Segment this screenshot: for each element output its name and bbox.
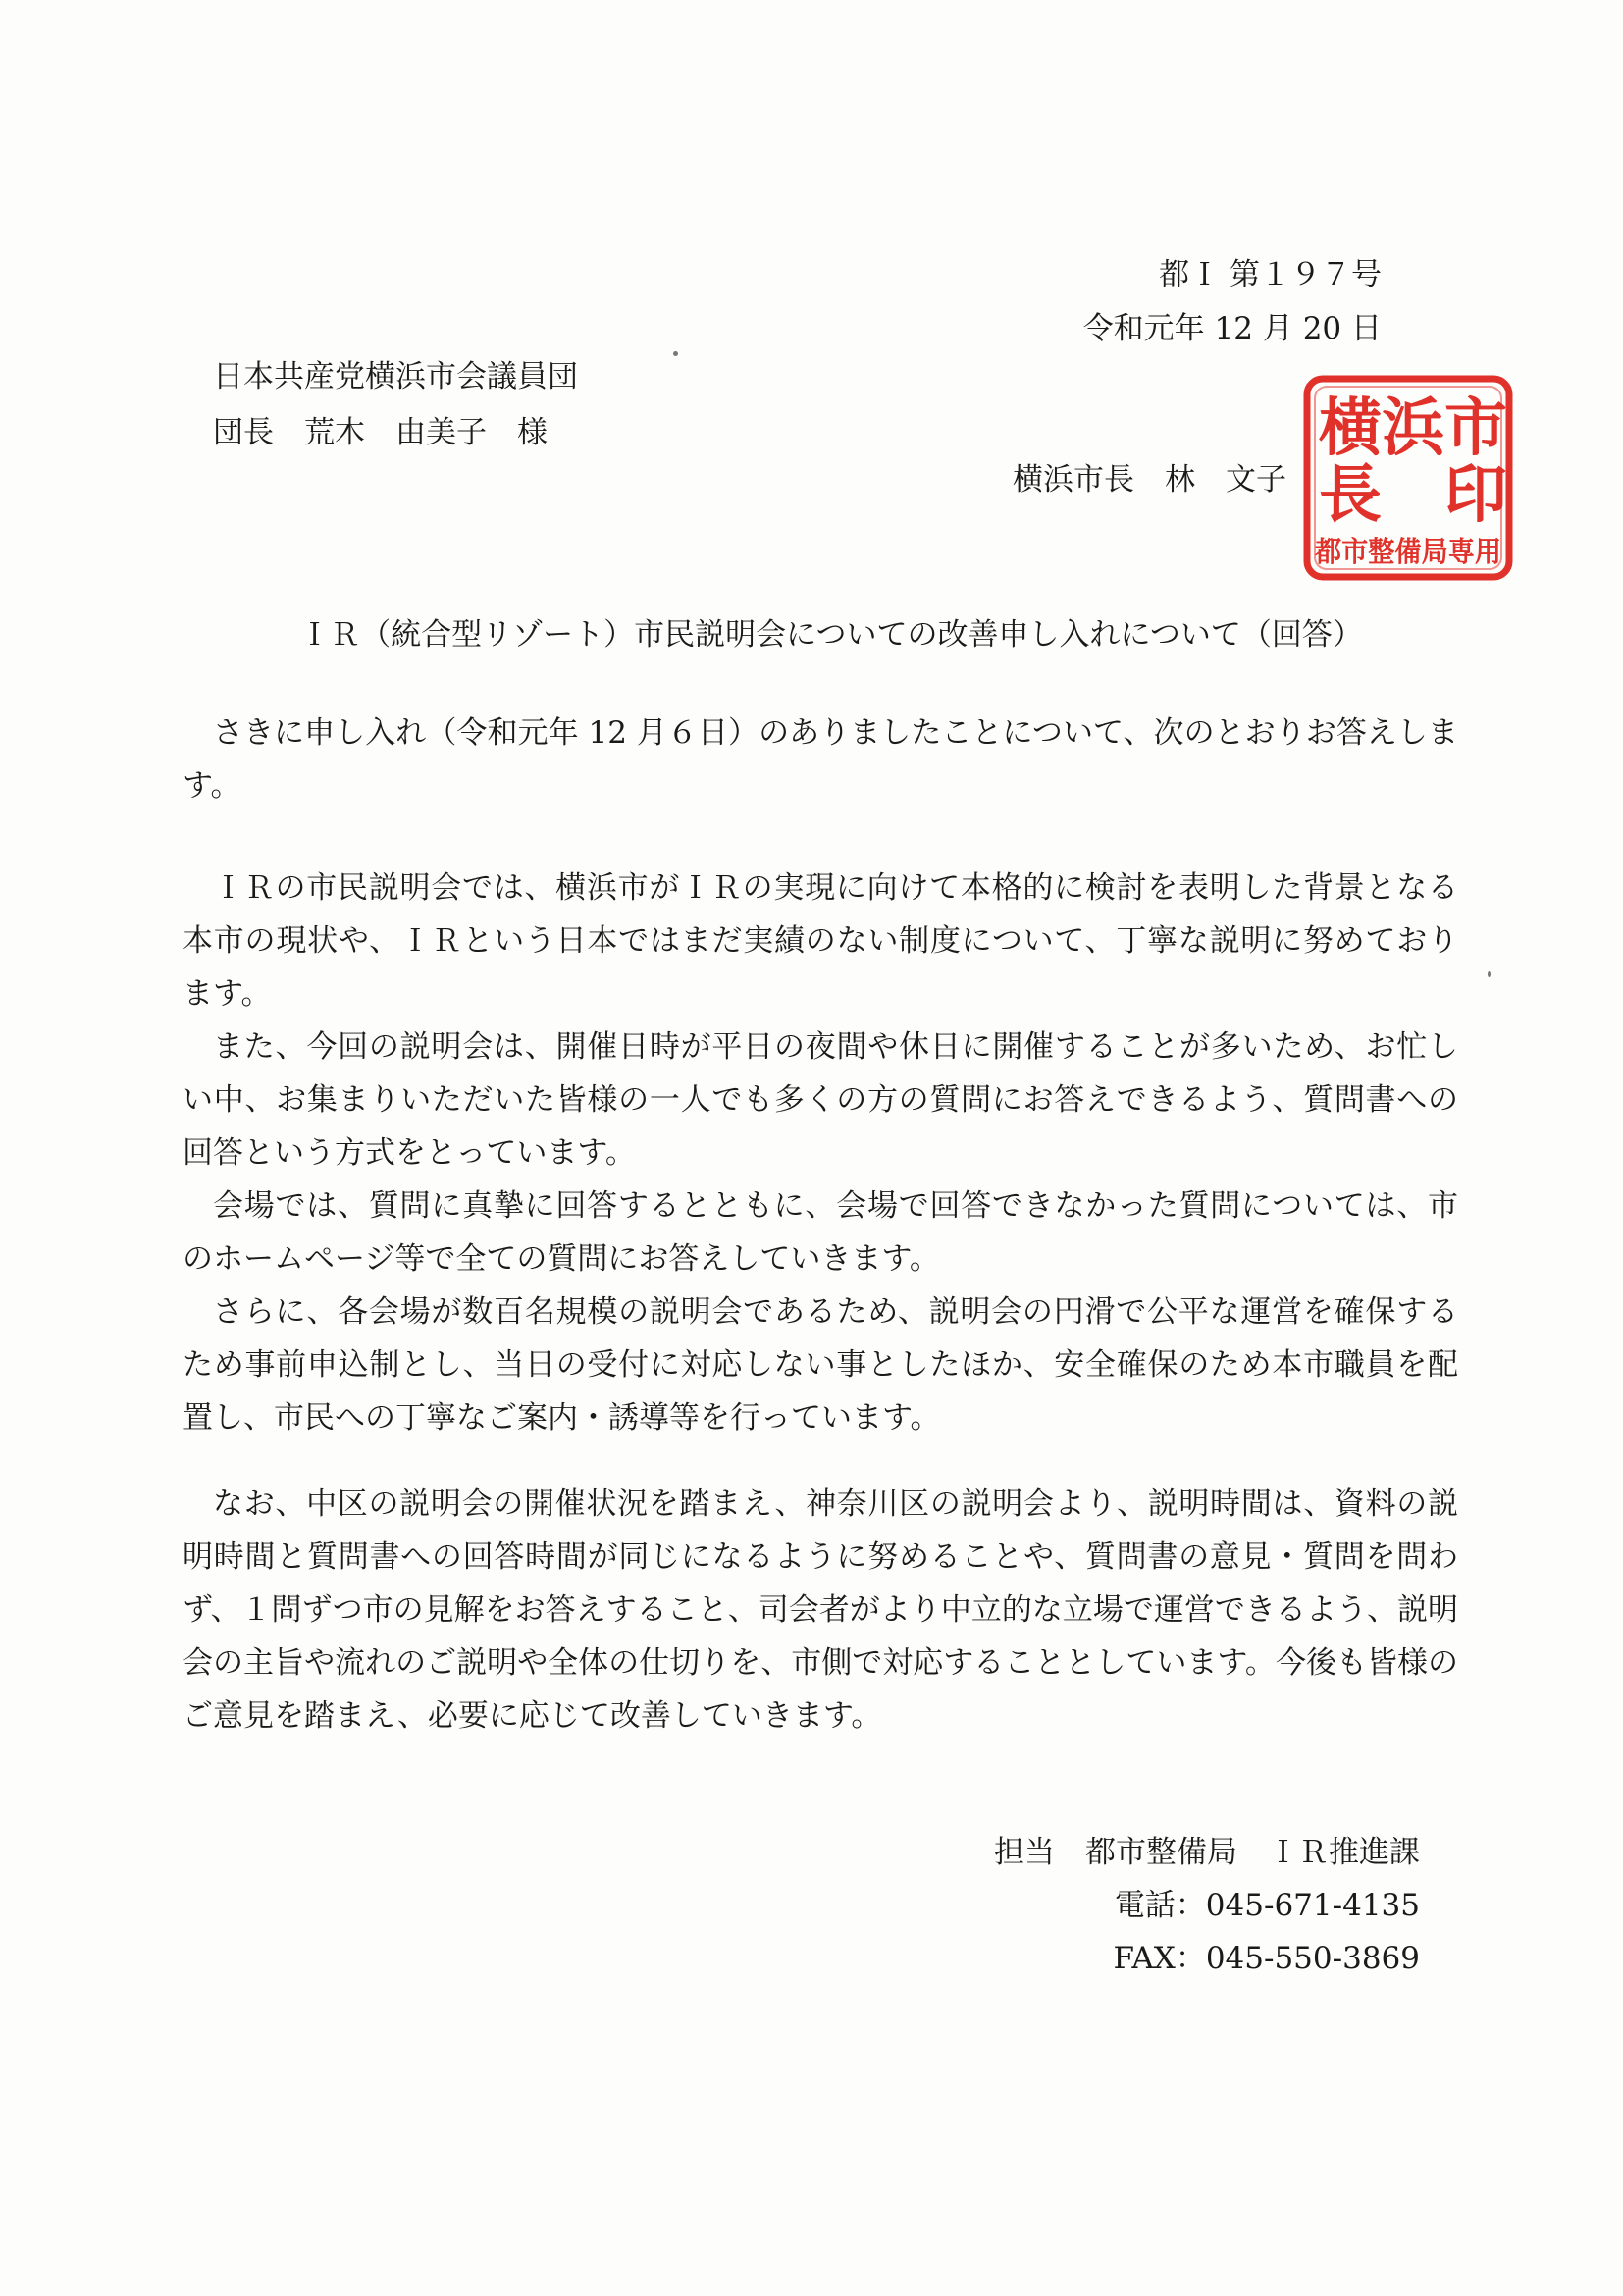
body-paragraph: ＩＲの市民説明会では、横浜市がＩＲの実現に向けて本格的に検討を表明した背景となる本市の現状や、ＩＲという日本ではまだ実績のない制度について、丁寧な説明に努めております。 xyxy=(183,870,1458,1012)
recipient-name: 団長 荒木 由美子 様 xyxy=(213,415,548,450)
body-paragraph: さらに、各会場が数百名規模の説明会であるため、説明会の円滑で公平な運営を確保するため事前申込制とし、当日の受付に対応しない事としたほか、安全確保のため本市職員を配置し、市民への丁寧なご案内・誘導等を行っています。 xyxy=(183,1294,1458,1435)
main-body-block xyxy=(183,861,1458,1444)
sender-title: 横浜市長 林 文子 xyxy=(1013,462,1286,497)
contact-department: 担当 都市整備局 ＩＲ推進課 xyxy=(994,1835,1420,1870)
seal-sub-text: 都市整備局専用 xyxy=(1314,535,1501,568)
letter-subject: ＩＲ（統合型リゾート）市民説明会についての改善申し入れについて（回答） xyxy=(299,617,1363,652)
seal-char-1: 横 xyxy=(1319,391,1382,465)
scan-speck xyxy=(673,351,678,356)
intro-block xyxy=(183,706,1458,812)
scan-speck xyxy=(1488,971,1491,977)
body-paragraph: 会場では、質問に真摯に回答するとともに、会場で回答できなかった質問については、市のホームページ等で全ての質問にお答えしていきます。 xyxy=(183,1188,1458,1277)
seal-graphic xyxy=(1301,373,1515,583)
document-date: 令和元年 12 月 20 日 xyxy=(1082,311,1382,346)
contact-fax: FAX：045-550-3869 xyxy=(1113,1941,1420,1976)
recipient-organization: 日本共産党横浜市会議員団 xyxy=(213,359,578,394)
contact-phone: 電話：045-671-4135 xyxy=(1114,1888,1420,1923)
seal-char-3: 市 xyxy=(1444,391,1507,465)
closing-block xyxy=(183,1478,1458,1743)
closing-paragraph: なお、中区の説明会の開催状況を踏まえ、神奈川区の説明会より、説明時間は、資料の説明時間と質問書への回答時間が同じになるように努めることや、質問書の意見・質問を問わず、１問ずつ市の見解をお答えすること、司会者がより中立的な立場で運営できるよう、説明会の主旨や流れのご説明や全体の仕切りを、市側で対応することとしています。今後も皆様のご意見を踏まえ、必要に応じて改善していきます。 xyxy=(183,1487,1458,1734)
body-paragraph: また、今回の説明会は、開催日時が平日の夜間や休日に開催することが多いため、お忙しい中、お集まりいただいた皆様の一人でも多くの方の質問にお答えできるよう、質問書への回答という方式をとっています。 xyxy=(183,1029,1458,1171)
official-seal-stamp xyxy=(1301,373,1515,583)
seal-char-4: 長 xyxy=(1319,458,1382,532)
seal-char-2: 浜 xyxy=(1382,391,1444,465)
seal-char-5: 印 xyxy=(1444,458,1507,532)
document-number: 都Ｉ 第１９７号 xyxy=(1159,257,1382,292)
intro-paragraph: さきに申し入れ（令和元年 12 月６日）のありましたことについて、次のとおりお答えします。 xyxy=(183,715,1458,804)
